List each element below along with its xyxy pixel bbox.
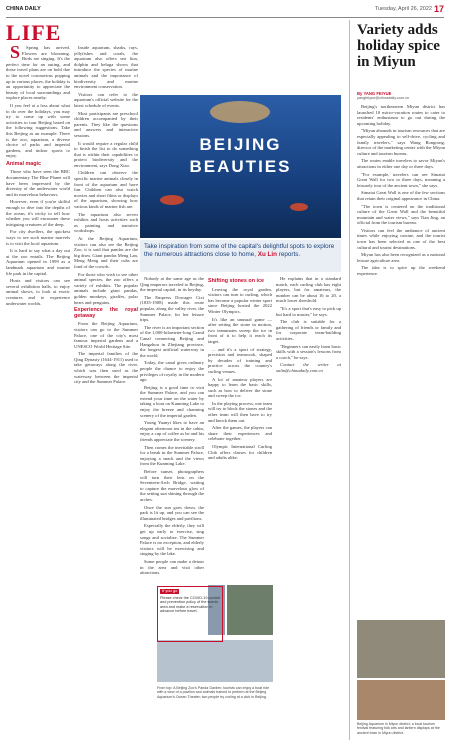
fish-decoration	[290, 203, 308, 211]
paragraph: "The town is centered on the traditional culture of the Great Wall and the beautiful mountain and water views," says Tian Jing, an official from the tourism bureau.	[357, 203, 445, 226]
sidebar-photo-bottom	[357, 680, 445, 720]
paragraph: For those who wish to see other animal species, the zoo offers a variety of exhibits. The popular animals include giant pandas, golden monkeys, giraffes, polar bears and penguins.	[74, 271, 138, 305]
paragraph: From the Beijing Aquarium, visitors can go to the Summer Palace, one of the city's most famous imperial gardens and a UNESCO World Heritage Site.	[74, 321, 138, 349]
photo-caption: From top: A Beijing Zoo's Panda Garden; tourists can enjoy a boat ride with a view of a pavilion and animals trained to perform at the Beijing Aquarium's Ocean Theater; two people try curling at a club in Beijing.	[157, 686, 270, 699]
paragraph: Those who have seen the BBC documentary The Blue Planet will have been impressed by the diversity of the underwater world and its marvelous behaviors.	[6, 169, 70, 197]
hero-title-line2: BEAUTIES	[189, 157, 292, 176]
paragraph: "For example, travelers can see Simatai Great Wall for two or three days, meaning a leisurely tour of the ancient town," she says.	[357, 171, 445, 188]
drop-cap: S	[10, 45, 21, 62]
paragraph: Some people can make a detour in the area and visit other attractions.	[140, 558, 204, 576]
page-number: 17	[433, 4, 444, 14]
hero-image	[140, 95, 341, 238]
paragraph: After the games, the players can share their experiences and celebrate together.	[208, 425, 272, 442]
paragraph: Olympic International Curling Club offers classes for children and adults alike.	[208, 444, 272, 461]
info-callout	[157, 586, 223, 642]
paragraph: A lot of amateur players are happy to learn the basic skills, such as how to deliver the stone and sweep the ice.	[208, 376, 272, 399]
paragraph: Inside aquarium, sharks, rays, jellyfishes and corals, the aquarium also offers sea lion, dolphin and beluga shows that introduce the species of marine animals and the importance of biodiversity and marine environment conservation.	[74, 45, 138, 90]
callout-tag: If you go	[162, 588, 178, 593]
paragraph: Once the sun goes down, the park is lit up, and you can see the illuminated bridges and pavilions.	[140, 504, 204, 521]
paragraph: At the Beijing Aquarium, visitors can also see the Beijing Zoo, it is said that pandas are the big draw. Giant pandas Meng Lan, Meng Meng and their cubs are fond of the crowds.	[74, 236, 138, 269]
paragraph: Before sunset, photographers will turn their lens on the Seventeen-Arch Bridge, waiting to capture the marvelous glow of the setting sun shining through the arches.	[140, 469, 204, 502]
paragraph: ... and it's a sport of strategy, precision and teamwork, shaped by decades of training and practice across the country's curling venues.	[208, 346, 272, 374]
paragraph: However, even if you're skilful enough to dive into the depths of the ocean, it's tricky to tell how whether you will encounter these intriguing creatures of the deep.	[6, 199, 70, 227]
paragraph: It would require a regular child to finish the list to do something that is within their capabilities to protect biodiversity and the environment, says Dong Xiao.	[74, 140, 138, 168]
paragraph: The imperial families of the Qing Dynasty (1644-1911) used to take getaways along the river, which was then used as the waterway between the imperial city and the Summer Palace.	[74, 351, 138, 385]
sidebar-headline: Variety adds holiday spice in Miyun	[357, 22, 440, 70]
masthead-rule	[6, 17, 444, 18]
curling-photo	[157, 640, 273, 682]
paragraph: "Miyun abounds in tourism resources that are especially appealing to self-drive, cycling and family travelers," says Wang Rongrong, director of the marketing center with the Miyun culture and tourism bureau.	[357, 128, 445, 156]
paragraph: The river is an important section of the 1,000-kilometer-long Grand Canal connecting Beijing and Hangzhou in Zhejiang province, the longest artificial waterway in the world.	[140, 324, 204, 358]
sidebar-body	[357, 104, 445, 614]
subheading: Shifting stones on ice	[208, 278, 265, 284]
newspaper-logo: CHINA DAILY	[6, 6, 41, 12]
callout-text: Please check the COVID-19 control and prevention policy of the scenic area and make a reservation in advance before travel.	[160, 595, 220, 614]
paragraph: In the playing process, one team will try to block the stones and the other team will then have to try and knock them out.	[208, 400, 272, 423]
sidebar-photo-top	[357, 620, 445, 678]
paragraph: The Empress Dowager Cixi (1835-1908) made this route popular, along the valley river, the Summer Palace, for her leisure trips.	[140, 294, 204, 323]
sidebar-caption: Beijing Aquarium in Miyun district; a local tourism festival featuring folk arts and lantern displays at the ancient town in Miyun district.	[357, 722, 440, 735]
subheading: Experience the royal getaway	[74, 307, 138, 319]
sidebar-email: yangfeiyue@chinadaily.com.cn	[357, 96, 410, 100]
panda-photo	[227, 585, 273, 635]
paragraph: Simatai Great Wall is one of the few sections that retain their original appearance in China.	[357, 190, 445, 201]
article-column-4	[208, 276, 272, 581]
paragraph: Young Yuanyi likes to have an elegant afternoon tea in the cabin, enjoy a cup of coffee as he and his friends appreciate the scenery.	[140, 420, 204, 443]
article-column-5	[276, 276, 341, 736]
paragraph: Nobody at the same age as the Qing emperors traveled to Beijing, the imperial capital, in its heyday.	[140, 276, 204, 293]
subheading: Animal magic	[6, 160, 42, 167]
column-divider	[349, 20, 350, 740]
paragraph: Beijing's northeastern Miyun district has launched 10 micro-vacation routes to cater to residents' enthusiasm to go out during the upcoming holiday.	[357, 104, 445, 126]
paragraph: Beijing is a good time to visit the Summer Palace, and you can extend your time on the water by taking a boat on Kunming Lake to enjoy the breeze and charming scenery of the imperial garden.	[140, 384, 204, 418]
paragraph: It's like an unusual game — after setting the stone in motion, two teammates sweep the ice in front of it to help it reach its target.	[208, 316, 272, 344]
sidebar-byline: By YANG FEIYUE	[357, 91, 392, 96]
paragraph: "Beginners can easily learn basic skills with a session's lessons from a coach," he says.	[276, 343, 341, 360]
paragraph: For city dwellers, the quickest ways to see such marine marvels is to visit the local aquarium.	[6, 229, 70, 246]
paragraph: Hosts and visitors can see several exhibition halls, to enjoy animal shows, to look at exotic creatures and to experience underwater worlds.	[6, 278, 70, 306]
paragraph: "It's a sport that's easy to pick up but hard to master," he says.	[276, 305, 341, 317]
issue-date: Tuesday, April 26, 2022	[374, 6, 432, 12]
article-column-3	[140, 276, 204, 581]
masthead	[6, 6, 444, 16]
paragraph: The aquarium also serves exhibits and hosts activities such as painting and narrative workshops.	[74, 211, 138, 234]
paragraph: He explains that in a standard match, each curling club has eight players, but for amateurs, the number can be about 16 to 20, a much lower threshold.	[276, 276, 341, 304]
article-column-2	[74, 45, 138, 737]
paragraph: Visitors can refer to the aquarium's official website for the latest schedule of events.	[74, 91, 138, 108]
paragraph: Especially the elderly, they will get up early to exercise, sing songs and socialize. The Summer Palace is no exception, and elderly visitors will be exercising and singing by the lake.	[140, 523, 204, 557]
paragraph: S Spring has arrived. Flowers are blooming. Birds are singing. It's the perfect time for an outing, and those travel plans are on hold due to the novel coronavirus popping up in various places, the holiday is an opportunity to appreciate the beauty of local surroundings and explore places nearby.	[6, 45, 70, 101]
paragraph: Leaving the royal garden, visitors can turn to curling, which has become a popular winter sport since Beijing hosted the 2022 Winter Olympics.	[208, 286, 272, 314]
paragraph: Then comes the inevitable stroll for a break in the Summer Palace, enjoying a snack and the views from the Kunming Lake.	[140, 444, 204, 467]
hero-title-line1: BEIJING	[199, 135, 282, 154]
contact-line: Contact the writer at xulin@chinadaily.com.cn	[276, 362, 341, 373]
paragraph: If you feel at a loss about what to do over the holidays, you may try to come up with some activities to tour Beijing based on the following suggestions. Take this Beijing as an example. There is the zoo, aquarium, a diverse choice of parks and imperial gardens, and indoor sports to enjoy.	[6, 102, 70, 159]
section-title: LIFE	[6, 20, 62, 45]
paragraph: Visitors can feel the ambiance of ancient times while enjoying cuisine, and the tourist town has been selected as one of the best cultural and tourist destinations.	[357, 227, 445, 250]
bagel-ring-decoration	[210, 101, 270, 123]
article-dek: Take inspiration from some of the capital's delightful spots to explore the numerous attractions close to home, Xu Lin reports.	[140, 240, 341, 272]
paragraph: It is hard to say what a day out at the zoo entails. The Beijing Aquarium opened in 1999 as a landmark aquarium and marine life park in the capital.	[6, 248, 70, 276]
paragraph: The club is suitable for a gathering of friends or family and for corporate team-building activities.	[276, 319, 341, 341]
paragraph: Most participants are preschool children accompanied by their parents. They like the questions and answers and interactive sessions.	[74, 110, 138, 138]
paragraph: Today, the canal gives ordinary people the chance to enjoy the privileges of royalty in the modern age.	[140, 360, 204, 383]
paragraph: The routes enable travelers to savor Miyun's attractions in either one day or three days.	[357, 158, 445, 169]
fish-decoration	[160, 195, 184, 205]
article-column-1	[6, 45, 70, 737]
paragraph: Children can observe the specific marine animals closely in front of the aquarium and have fun. Children can also watch movies and short films or displays of the aquarium, showing how various kinds of marine fish are.	[74, 170, 138, 210]
paragraph: Miyun has also been recognized as a national leisure agriculture area.	[357, 252, 445, 263]
dek-author: Xu Lin	[257, 251, 278, 258]
paragraph: The idea is to spice up the weekend experience.	[357, 265, 445, 277]
